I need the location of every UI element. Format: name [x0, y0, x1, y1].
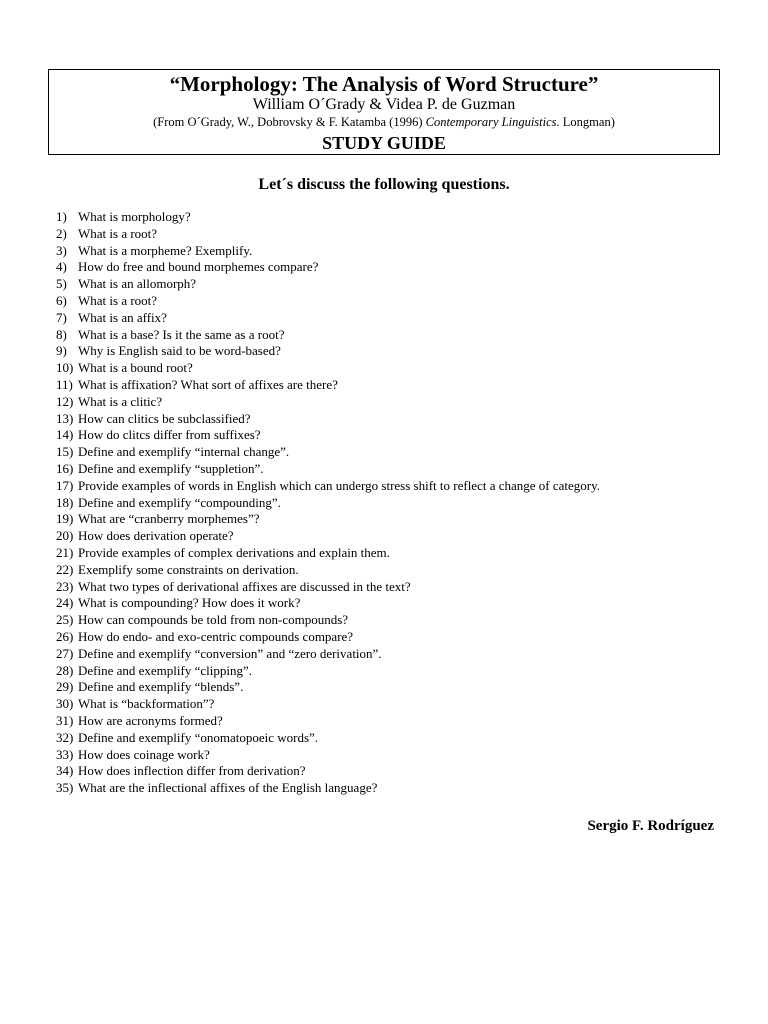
question-text: Define and exemplify “clipping”.: [78, 662, 252, 678]
question-text: How are acronyms formed?: [78, 712, 223, 728]
question-number: 3): [56, 242, 67, 258]
question-number: 22): [56, 561, 74, 577]
question-number: 34): [56, 763, 74, 779]
list-item: [56, 394, 746, 411]
list-item: [56, 545, 746, 562]
question-text: What is a root?: [78, 225, 158, 241]
question-text: Define and exemplify “internal change”.: [78, 444, 290, 460]
question-text: Provide examples of words in English which can undergo stress shift to reflect a change of category.: [78, 477, 601, 493]
question-text: What are the inflectional affixes of the English language?: [78, 780, 378, 796]
question-number: 16): [56, 460, 74, 476]
list-item: [56, 646, 746, 663]
question-number: 13): [56, 410, 74, 426]
question-text: Define and exemplify “blends”.: [78, 679, 244, 695]
question-text: How can clitics be subclassified?: [78, 410, 251, 426]
question-text: How do free and bound morphemes compare?: [78, 259, 319, 275]
list-item: [56, 663, 746, 680]
question-number: 11): [56, 376, 73, 392]
question-text: What is affixation? What sort of affixes are there?: [78, 376, 338, 392]
list-item: [56, 679, 746, 696]
question-text: Exemplify some constraints on derivation.: [78, 561, 299, 577]
question-list: [56, 209, 746, 797]
source-journal: Contemporary Linguistics: [425, 115, 557, 129]
list-item: [56, 461, 746, 478]
list-item: [56, 730, 746, 747]
question-text: Define and exemplify “conversion” and “zero derivation”.: [78, 645, 382, 661]
question-text: What is a morpheme? Exemplify.: [78, 242, 253, 258]
question-text: What is compounding? How does it work?: [78, 595, 301, 611]
list-item: [56, 528, 746, 545]
question-number: 33): [56, 746, 74, 762]
list-item: [56, 209, 746, 226]
list-item: [56, 343, 746, 360]
author-signature: Sergio F. Rodríguez: [587, 818, 714, 834]
question-text: Define and exemplify “onomatopoeic words”.: [78, 729, 319, 745]
question-number: 14): [56, 427, 74, 443]
question-text: Define and exemplify “suppletion”.: [78, 460, 264, 476]
question-number: 12): [56, 393, 74, 409]
question-number: 32): [56, 729, 74, 745]
list-item: [56, 310, 746, 327]
list-item: [56, 562, 746, 579]
question-number: 7): [56, 309, 67, 325]
question-number: 9): [56, 343, 67, 359]
question-number: 25): [56, 612, 74, 628]
question-number: 20): [56, 528, 74, 544]
source-citation: [49, 114, 719, 131]
list-item: [56, 259, 746, 276]
question-text: How can compounds be told from non-compounds?: [78, 612, 349, 628]
list-item: [56, 713, 746, 730]
list-item: [56, 629, 746, 646]
question-number: 2): [56, 225, 67, 241]
authors: William O´Grady & Videa P. de Guzman: [252, 96, 516, 113]
list-item: [56, 612, 746, 629]
list-item: [56, 243, 746, 260]
list-item: [56, 377, 746, 394]
list-item: [56, 763, 746, 780]
document-title: “Morphology: The Analysis of Word Structure”: [169, 72, 599, 96]
list-item: [56, 411, 746, 428]
question-text: What is an allomorph?: [78, 276, 197, 292]
question-number: 8): [56, 326, 67, 342]
question-number: 18): [56, 494, 74, 510]
question-number: 31): [56, 712, 74, 728]
list-item: [56, 360, 746, 377]
study-guide-label: STUDY GUIDE: [322, 133, 446, 153]
question-text: What is an affix?: [78, 309, 167, 325]
question-number: 28): [56, 662, 74, 678]
question-text: How do endo- and exo-centric compounds compare?: [78, 628, 354, 644]
question-text: How does derivation operate?: [78, 528, 234, 544]
question-number: 24): [56, 595, 74, 611]
list-item: [56, 780, 746, 797]
list-item: [56, 478, 746, 495]
question-number: 6): [56, 292, 67, 308]
question-number: 17): [56, 477, 74, 493]
question-text: What is “backformation”?: [78, 696, 215, 712]
list-item: [56, 293, 746, 310]
list-item: [56, 511, 746, 528]
list-item: [56, 444, 746, 461]
question-text: What are “cranberry morphemes”?: [78, 511, 260, 527]
question-number: 10): [56, 360, 74, 376]
question-text: What is a root?: [78, 292, 158, 308]
question-text: What is a bound root?: [78, 360, 193, 376]
title-box: [48, 69, 720, 155]
list-item: [56, 327, 746, 344]
question-number: 35): [56, 780, 74, 796]
list-item: [56, 226, 746, 243]
question-text: What two types of derivational affixes are discussed in the text?: [78, 578, 411, 594]
question-number: 4): [56, 259, 67, 275]
question-text: What is morphology?: [78, 209, 191, 224]
list-item: [56, 696, 746, 713]
list-item: [56, 495, 746, 512]
question-number: 30): [56, 696, 74, 712]
question-text: How does inflection differ from derivation?: [78, 763, 306, 779]
list-item: [56, 595, 746, 612]
list-item: [56, 579, 746, 596]
question-text: What is a base? Is it the same as a root?: [78, 326, 285, 342]
question-text: Define and exemplify “compounding”.: [78, 494, 281, 510]
source-prefix: (From O´Grady, W., Dobrovsky & F. Katamba (1996): [153, 115, 426, 129]
list-item: [56, 427, 746, 444]
question-number: 27): [56, 645, 74, 661]
question-text: How does coinage work?: [78, 746, 210, 762]
question-text: What is a clitic?: [78, 393, 163, 409]
question-number: 21): [56, 544, 74, 560]
question-number: 15): [56, 444, 74, 460]
list-item: [56, 276, 746, 293]
question-text: Provide examples of complex derivations and explain them.: [78, 544, 390, 560]
question-number: 23): [56, 578, 74, 594]
list-item: [56, 747, 746, 764]
source-suffix: . Longman): [556, 115, 615, 129]
question-number: 1): [56, 209, 67, 224]
intro-heading: Let´s discuss the following questions.: [258, 176, 510, 193]
question-number: 5): [56, 276, 67, 292]
question-text: How do clitcs differ from suffixes?: [78, 427, 261, 443]
question-number: 26): [56, 628, 74, 644]
question-number: 29): [56, 679, 74, 695]
question-text: Why is English said to be word-based?: [78, 343, 281, 359]
question-number: 19): [56, 511, 74, 527]
